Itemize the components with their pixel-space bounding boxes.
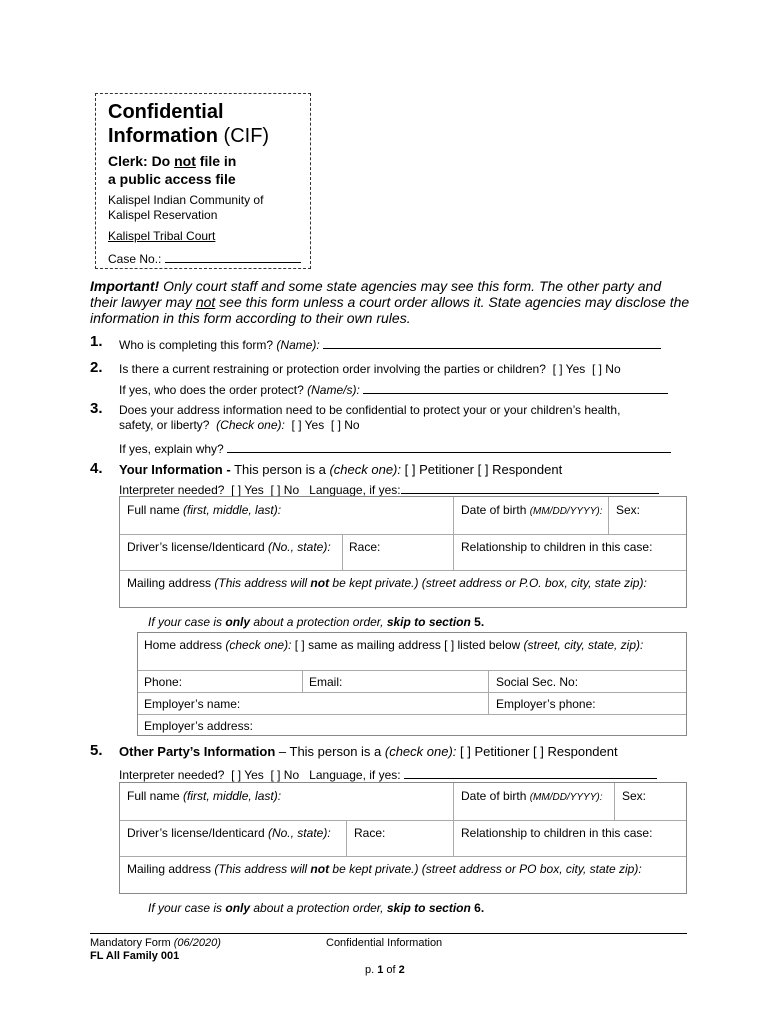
- s4-relationship-cell[interactable]: Relationship to children in this case:: [461, 540, 653, 554]
- clerk-notice: Clerk: Do not file in a public access file: [108, 153, 237, 187]
- section-5-heading: Other Party’s Information – This person is a (check one): [ ] Petitioner [ ] Respondent: [119, 744, 618, 759]
- s5-mailing-cell[interactable]: Mailing address (This address will not be kept private.) (street address or PO box, city, state zip):: [127, 862, 642, 876]
- s5-interp-no-checkbox[interactable]: [ ] No: [270, 768, 300, 782]
- section-3-question: Does your address information need to be confidential to protect your or your children’s health, safety, or liberty? (Check one): [ ] Yes [ ] No: [119, 403, 621, 432]
- section-1-number: 1.: [90, 333, 103, 350]
- s4-email-cell[interactable]: Email:: [309, 675, 343, 689]
- section-3-number: 3.: [90, 400, 103, 417]
- s4-interp-yes-checkbox[interactable]: [ ] Yes: [231, 483, 264, 497]
- s4-home-address-cell[interactable]: Home address (check one): [ ] same as mailing address [ ] listed below (street, city, state, zip):: [144, 638, 644, 652]
- case-number: Case No.:: [108, 250, 301, 266]
- confidential-no-checkbox[interactable]: [ ] No: [330, 418, 360, 432]
- s4-petitioner-checkbox[interactable]: [ ] Petitioner: [404, 462, 475, 477]
- footer-rule: [90, 933, 687, 934]
- s5-dob-cell[interactable]: Date of birth (MM/DD/YYYY):: [461, 789, 603, 803]
- s4-employer-phone-cell[interactable]: Employer’s phone:: [496, 697, 596, 711]
- section-2-number: 2.: [90, 359, 103, 376]
- s4-employer-address-cell[interactable]: Employer’s address:: [144, 719, 253, 733]
- section-2-followup: If yes, who does the order protect? (Name/s):: [119, 381, 668, 398]
- s4-sex-cell[interactable]: Sex:: [616, 503, 641, 517]
- s5-skip-note: If your case is only about a protection order, skip to section 6.: [148, 901, 485, 915]
- s4-fullname-cell[interactable]: Full name (first, middle, last):: [127, 503, 282, 517]
- s5-race-cell[interactable]: Race:: [354, 826, 386, 840]
- explain-why-field[interactable]: [227, 440, 671, 453]
- section-2-question: Is there a current restraining or protection order involving the parties or children? [ ] Yes [ ] No: [119, 362, 621, 376]
- s5-interp-yes-checkbox[interactable]: [ ] Yes: [231, 768, 264, 782]
- court-name: Kalispel Tribal Court: [108, 229, 216, 243]
- s5-fullname-cell[interactable]: Full name (first, middle, last):: [127, 789, 282, 803]
- section-1-question: Who is completing this form? (Name):: [119, 336, 661, 353]
- page-number: p. 1 of 2: [365, 964, 405, 976]
- case-number-field[interactable]: [165, 250, 301, 263]
- s4-ssn-cell[interactable]: Social Sec. No:: [496, 675, 579, 689]
- s5-relationship-cell[interactable]: Relationship to children in this case:: [461, 826, 653, 840]
- s4-employer-cell[interactable]: Employer’s name:: [144, 697, 241, 711]
- important-notice: Important! Only court staff and some state agencies may see this form. The other party and their lawyer may not see this form unless a court order allows it. State agencies may disclose the information in this form according to their own rules.: [90, 278, 690, 326]
- s5-license-cell[interactable]: Driver’s license/Identicard (No., state):: [127, 826, 331, 840]
- s4-home-table: [137, 632, 687, 736]
- s4-language-field[interactable]: [401, 481, 659, 494]
- s5-respondent-checkbox[interactable]: [ ] Respondent: [533, 744, 618, 759]
- s4-mailing-cell[interactable]: Mailing address (This address will not be kept private.) (street address or P.O. box, city, state zip):: [127, 576, 647, 590]
- s5-sex-cell[interactable]: Sex:: [622, 789, 647, 803]
- completer-name-field[interactable]: [323, 336, 661, 349]
- s4-phone-cell[interactable]: Phone:: [144, 675, 183, 689]
- s4-interp-no-checkbox[interactable]: [ ] No: [270, 483, 300, 497]
- s4-dob-cell[interactable]: Date of birth (MM/DD/YYYY):: [461, 503, 603, 517]
- footer-title: Confidential Information: [326, 937, 443, 949]
- footer-form-id: Mandatory Form (06/2020) FL All Family 001: [90, 937, 221, 962]
- section-5-number: 5.: [90, 742, 103, 759]
- s5-petitioner-checkbox[interactable]: [ ] Petitioner: [460, 744, 530, 759]
- section-3-followup: If yes, explain why?: [119, 440, 671, 457]
- order-yes-checkbox[interactable]: [ ] Yes: [552, 362, 586, 376]
- protected-names-field[interactable]: [363, 381, 668, 394]
- s5-interpreter: Interpreter needed? [ ] Yes [ ] No Language, if yes:: [119, 766, 657, 783]
- section-4-heading: Your Information - This person is a (check one): [ ] Petitioner [ ] Respondent: [119, 462, 563, 477]
- section-4-number: 4.: [90, 460, 103, 477]
- s4-respondent-checkbox[interactable]: [ ] Respondent: [477, 462, 563, 477]
- s4-race-cell[interactable]: Race:: [349, 540, 381, 554]
- s4-license-cell[interactable]: Driver’s license/Identicard (No., state):: [127, 540, 331, 554]
- s4-interpreter: Interpreter needed? [ ] Yes [ ] No Language, if yes:: [119, 481, 659, 498]
- community-name: Kalispel Indian Community of Kalispel Reservation: [108, 193, 264, 222]
- s5-language-field[interactable]: [404, 766, 657, 779]
- s5-info-table: [119, 782, 687, 894]
- confidential-yes-checkbox[interactable]: [ ] Yes: [291, 418, 325, 432]
- s4-skip-note: If your case is only about a protection order, skip to section 5.: [148, 615, 485, 629]
- s4-info-table: [119, 496, 687, 608]
- order-no-checkbox[interactable]: [ ] No: [591, 362, 621, 376]
- form-title: Confidential Information (CIF): [108, 101, 270, 147]
